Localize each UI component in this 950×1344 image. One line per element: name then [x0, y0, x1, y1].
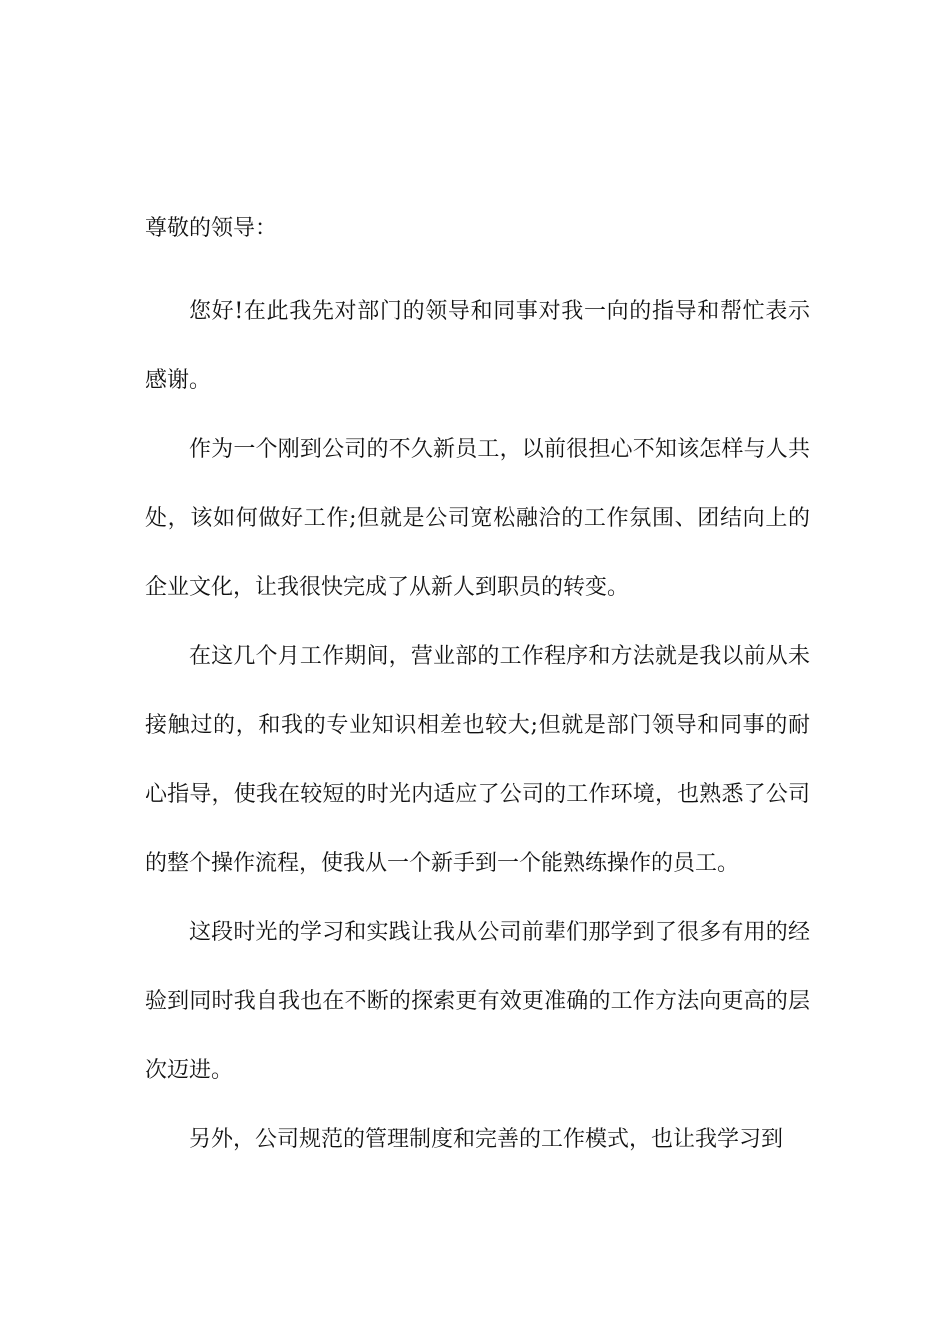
paragraph-2: 作为一个刚到公司的不久新员工，以前很担心不知该怎样与人共处，该如何做好工作;但就是公司宽松融洽的工作氛围、团结向上的企业文化，让我很快完成了从新人到职员的转变。 [145, 437, 810, 600]
paragraph-3: 在这几个月工作期间，营业部的工作程序和方法就是我以前从未接触过的，和我的专业知识相差也较大;但就是部门领导和同事的耐心指导，使我在较短的时光内适应了公司的工作环境，也熟悉了公司的整个操作流程，使我从一个新手到一个能熟练操作的员工。 [145, 644, 810, 876]
letter-body [145, 204, 810, 1174]
paragraph-4: 这段时光的学习和实践让我从公司前辈们那学到了很多有用的经验到同时我自我也在不断的探索更有效更准确的工作方法向更高的层次迈进。 [145, 920, 810, 1083]
salutation: 尊敬的领导： [145, 216, 278, 241]
paragraph-1: 您好!在此我先对部门的领导和同事对我一向的指导和帮忙表示感谢。 [145, 299, 810, 393]
paragraph-5: 另外，公司规范的管理制度和完善的工作模式，也让我学习到 [189, 1127, 784, 1152]
